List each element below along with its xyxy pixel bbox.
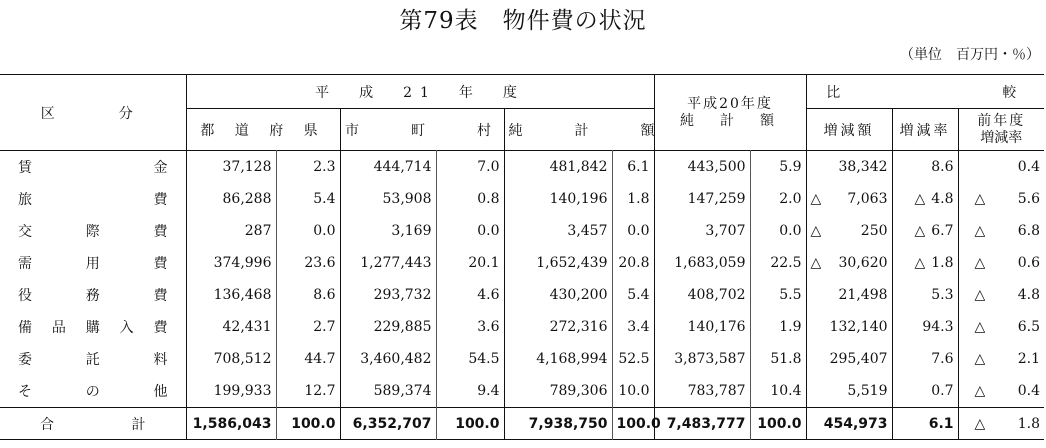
table-row [0,343,1044,375]
row-label: 委託料 [0,343,186,375]
pref-value: 1,586,043 [186,408,276,440]
pref-percent: 12.7 [276,375,340,408]
prev-cell [958,247,1044,279]
prev-cell [958,408,1044,440]
triangle-icon [897,287,915,303]
city-value: 6,352,707 [340,408,436,440]
diff-cell [806,343,892,375]
net-percent: 100.0 [612,408,654,440]
rate-cell [892,375,958,408]
net-value: 4,168,994 [536,351,608,367]
table-row [0,311,1044,343]
net-percent: 20.8 [612,247,654,279]
header-h21: 平 成 21 年 度 [186,75,654,109]
prev-value: 0.4 [1017,383,1041,399]
header-rate: 増減率 [892,109,958,151]
city-value: 589,374 [373,383,432,399]
rate-value: 8.6 [931,159,954,175]
net-percent: 5.4 [612,279,654,311]
unit-note: （単位 百万円・％） [900,47,1040,63]
triangle-icon: △ [974,319,986,335]
pref-percent: 0.0 [276,215,340,247]
h20-value: 783,787 [687,383,746,399]
row-label: 役務費 [0,279,186,311]
diff-value: 132,140 [829,319,888,335]
diff-cell [806,183,892,215]
header-diff: 増減額 [806,109,892,151]
diff-cell [806,151,892,184]
header-h20 [654,75,806,151]
pref-value: 42,431 [222,319,272,335]
triangle-icon: △ [974,223,986,239]
rate-value: 1.8 [931,255,954,271]
table-row [0,279,1044,311]
table-row [0,183,1044,215]
pref-percent: 5.4 [276,183,340,215]
h20-percent: 1.9 [750,311,806,343]
h20-value: 3,873,587 [674,351,746,367]
pref-percent: 44.7 [276,343,340,375]
pref-percent: 2.7 [276,311,340,343]
prev-cell [958,311,1044,343]
table-row [0,375,1044,408]
city-percent: 20.1 [436,247,504,279]
h20-value: 443,500 [687,159,746,175]
total-row [0,408,1044,440]
header-city: 市 町 村 [340,109,504,151]
header-prev-line2: 増減率 [980,129,1023,146]
prev-value: 2.1 [1017,351,1041,367]
pref-value: 86,288 [222,191,272,207]
row-label: 合計 [0,408,186,440]
pref-value: 708,512 [213,351,272,367]
rate-value: 7.6 [931,351,954,367]
row-label: 賃金 [0,151,186,184]
city-value: 53,908 [382,191,432,207]
pref-value: 199,933 [213,383,272,399]
prev-cell [958,151,1044,184]
triangle-icon: △ [810,255,822,271]
triangle-icon: △ [974,415,986,432]
triangle-icon: △ [914,191,926,207]
prev-value: 0.4 [1017,159,1041,175]
row-label: 交際費 [0,215,186,247]
rate-value: 6.1 [928,415,954,432]
city-percent: 3.6 [436,311,504,343]
rate-cell [892,408,958,440]
net-percent: 6.1 [612,151,654,184]
diff-value: 454,973 [823,415,888,432]
prev-cell [958,183,1044,215]
prev-cell [958,215,1044,247]
net-percent: 1.8 [612,183,654,215]
city-value: 444,714 [373,159,432,175]
triangle-icon [897,383,915,399]
h20-percent: 22.5 [750,247,806,279]
diff-cell [806,279,892,311]
city-percent: 4.6 [436,279,504,311]
h20-value: 7,483,777 [654,408,750,440]
h20-percent: 2.0 [750,183,806,215]
rate-value: 0.7 [931,383,954,399]
net-value: 7,938,750 [504,408,612,440]
net-percent: 52.5 [612,343,654,375]
h20-percent: 100.0 [750,408,806,440]
net-value: 481,842 [549,159,608,175]
table-row [0,215,1044,247]
rate-cell [892,183,958,215]
h20-value: 408,702 [687,287,746,303]
net-value: 272,316 [549,319,608,335]
triangle-icon [897,416,915,432]
rate-cell [892,215,958,247]
rate-cell [892,311,958,343]
city-value: 3,460,482 [360,351,432,367]
diff-value: 5,519 [847,383,888,399]
header-kubun: 区 分 [0,75,186,151]
triangle-icon: △ [974,351,986,367]
header-h20-line1: 平成20年度 [687,95,773,112]
prev-cell [958,343,1044,375]
prev-value: 0.6 [1017,255,1041,271]
triangle-icon [897,319,915,335]
table-row [0,247,1044,279]
prev-cell [958,375,1044,408]
triangle-icon: △ [914,223,926,239]
diff-cell [806,215,892,247]
rate-cell [892,247,958,279]
city-percent: 9.4 [436,375,504,408]
rate-cell [892,151,958,184]
city-value: 229,885 [373,319,432,335]
triangle-icon: △ [810,191,822,207]
row-label: その他 [0,375,186,408]
h20-percent: 10.4 [750,375,806,408]
table-title: 第79表 物件費の状況 [399,8,647,34]
triangle-icon: △ [974,255,986,271]
row-label: 備品購入費 [0,311,186,343]
triangle-icon [897,351,915,367]
prev-value: 6.8 [1017,223,1041,239]
prev-value: 4.8 [1017,287,1041,303]
rate-value: 6.7 [931,223,954,239]
net-percent: 0.0 [612,215,654,247]
pref-value: 136,468 [213,287,272,303]
h20-percent: 5.5 [750,279,806,311]
triangle-icon: △ [810,223,822,239]
rate-cell [892,279,958,311]
expense-table [0,74,1044,440]
diff-value: 21,498 [838,287,888,303]
city-value: 3,169 [391,223,432,239]
header-prev [958,109,1044,151]
header-pref: 都 道 府 県 [186,109,340,151]
rate-value: 4.8 [931,191,954,207]
net-value: 3,457 [567,223,608,239]
net-value: 140,196 [549,191,608,207]
prev-value: 5.6 [1017,191,1041,207]
header-h20-line2: 純 計 額 [680,112,781,129]
diff-value: 295,407 [829,351,888,367]
diff-cell [806,408,892,440]
diff-value: 7,063 [847,191,888,207]
city-percent: 54.5 [436,343,504,375]
h20-value: 3,707 [705,223,746,239]
pref-value: 374,996 [213,255,272,271]
city-percent: 7.0 [436,151,504,184]
net-percent: 10.0 [612,375,654,408]
h20-percent: 5.9 [750,151,806,184]
h20-percent: 51.8 [750,343,806,375]
h20-value: 140,176 [687,319,746,335]
rate-value: 94.3 [922,319,954,335]
header-prev-line1: 前年度 [977,112,1026,129]
city-percent: 100.0 [436,408,504,440]
h20-value: 147,259 [687,191,746,207]
diff-cell [806,247,892,279]
pref-percent: 8.6 [276,279,340,311]
triangle-icon: △ [974,287,986,303]
city-value: 293,732 [373,287,432,303]
city-percent: 0.0 [436,215,504,247]
triangle-icon: △ [974,191,986,207]
header-compare: 比 較 [806,75,1044,109]
triangle-icon [963,159,975,175]
table-row [0,151,1044,184]
diff-value: 38,342 [838,159,888,175]
net-value: 1,652,439 [536,255,608,271]
city-value: 1,277,443 [360,255,432,271]
net-value: 789,306 [549,383,608,399]
pref-percent: 100.0 [276,408,340,440]
pref-value: 37,128 [222,159,272,175]
rate-cell [892,343,958,375]
row-label: 旅費 [0,183,186,215]
triangle-icon [897,159,915,175]
prev-value: 6.5 [1017,319,1041,335]
pref-percent: 2.3 [276,151,340,184]
pref-value: 287 [244,223,272,239]
h20-value: 1,683,059 [674,255,746,271]
diff-cell [806,311,892,343]
triangle-icon: △ [974,383,986,399]
row-label: 需用費 [0,247,186,279]
net-value: 430,200 [549,287,608,303]
diff-value: 250 [860,223,888,239]
prev-value: 1.8 [1017,415,1041,432]
h20-percent: 0.0 [750,215,806,247]
pref-percent: 23.6 [276,247,340,279]
city-percent: 0.8 [436,183,504,215]
diff-value: 30,620 [838,255,888,271]
triangle-icon: △ [914,255,926,271]
net-percent: 3.4 [612,311,654,343]
header-net: 純 計 額 [504,109,654,151]
rate-value: 5.3 [931,287,954,303]
prev-cell [958,279,1044,311]
diff-cell [806,375,892,408]
